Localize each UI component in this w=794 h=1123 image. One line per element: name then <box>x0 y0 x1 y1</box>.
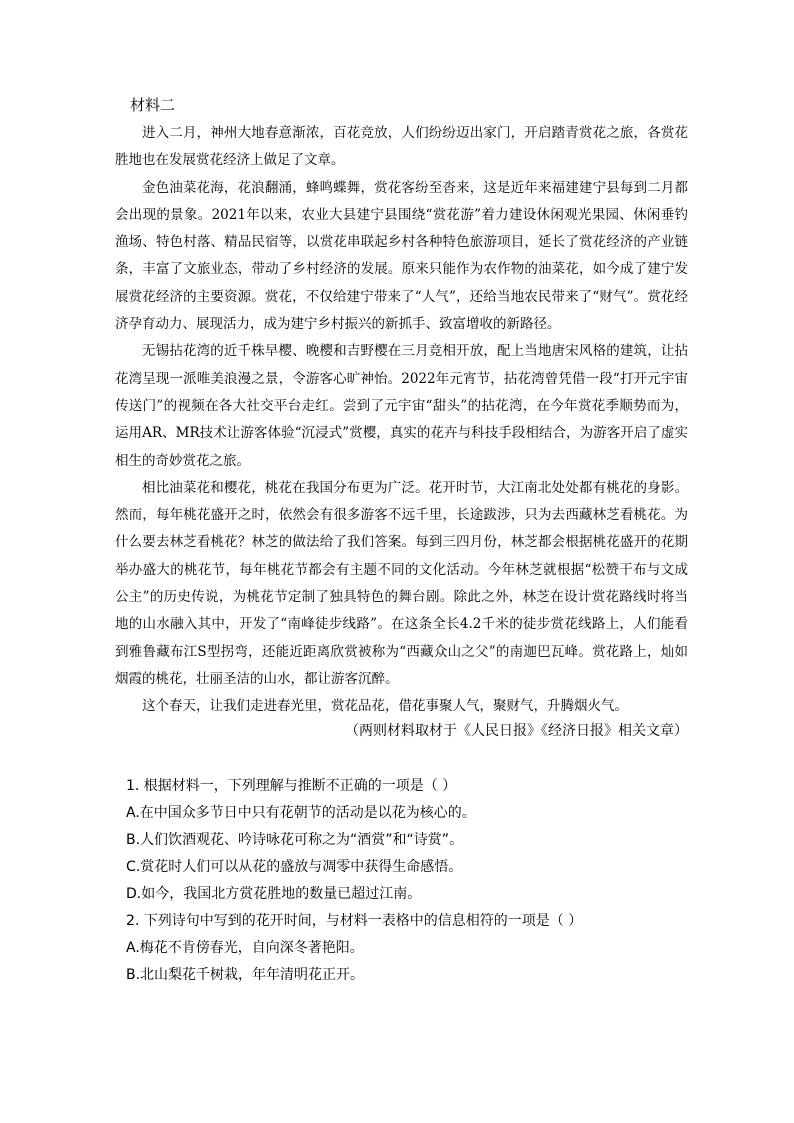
paragraph-intro: 进入二月，神州大地春意渐浓，百花竞放，人们纷纷迈出家门，开启踏青赏花之旅，各赏花胜地也在发展赏花经济上做足了文章。 <box>115 125 688 169</box>
question-2-stem: 2. 下列诗句中写到的花开时间，与材料一表格中的信息相符的一项是（ ） <box>126 913 583 929</box>
question-1-option-d: D.如今，我国北方赏花胜地的数量已超过江南。 <box>126 886 422 902</box>
material-heading: 材料二 <box>130 96 176 114</box>
question-1-option-a: A.在中国众多节日中只有花朝节的活动是以花为核心的。 <box>126 805 476 821</box>
paragraph-linzhi: 相比油菜花和樱花，桃花在我国分布更为广泛。花开时节，大江南北处处都有桃花的身影。然而，每年桃花盛开之时，依然会有很多游客不远千里，长途跋涉，只为去西藏林芝看桃花。为什么要去林芝看桃花？林芝的做法给了我们答案。每到三四月份，林芝都会根据桃花盛开的花期举办盛大的桃花节，每年桃花节都会有主题不同的文化活动。今年林芝就根据“松赞干布与文成公主”的历史传说，为桃花节定制了独具特色的舞台剧。除此之外，林芝在设计赏花路线时将当地的山水融入其中，开发了“南峰徒步线路”。在这条全长4.2千米的徒步赏花线路上，人们能看到雅鲁藏布江S型拐弯，还能近距离欣赏被称为“西藏众山之父”的南迦巴瓦峰。赏花路上，灿如烟霞的桃花，壮丽圣洁的山水，都让游客沉醉。 <box>115 479 688 687</box>
question-1-option-b: B.人们饮酒观花、吟诗咏花可称之为“酒赏”和“诗赏”。 <box>126 832 464 848</box>
paragraph-wuxi: 无锡拈花湾的近千株早樱、晚樱和吉野樱在三月竞相开放，配上当地唐宋风格的建筑，让拈花湾呈现一派唯美浪漫之景，令游客心旷神怡。2022年元宵节，拈花湾曾凭借一段“打开元宇宙传送门”的视频在各大社交平台走红。尝到了元宇宙“甜头”的拈花湾，在今年赏花季顺势而为，运用AR、MR技术让游客体验“沉浸式”赏樱，真实的花卉与科技手段相结合，为游客开启了虚实相生的奇妙赏花之旅。 <box>115 343 688 469</box>
question-2-option-a: A.梅花不肯傍春光，自向深冬著艳阳。 <box>126 940 364 956</box>
question-1-option-c: C.赏花时人们可以从花的盛放与凋零中获得生命感悟。 <box>126 859 463 875</box>
article-body <box>115 120 688 721</box>
source-note: （两则材料取材于《人民日报》《经济日报》相关文章） <box>345 723 688 739</box>
paragraph-jianning: 金色油菜花海，花浪翻涌，蜂鸣蝶舞，赏花客纷至沓来，这是近年来福建建宁县每到二月都会出现的景象。2021年以来，农业大县建宁县围绕“赏花游”着力建设休闲观光果园、休闲垂钓渔场、特色村落、精品民宿等，以赏花串联起乡村各种特色旅游项目，延长了赏花经济的产业链条，丰富了文旅业态，带动了乡村经济的发展。原来只能作为农作物的油菜花，如今成了建宁发展赏花经济的主要资源。赏花，不仅给建宁带来了“人气”，还给当地农民带来了“财气”。赏花经济孕育动力、展现活力，成为建宁乡村振兴的新抓手、致富增收的新路径。 <box>115 179 688 333</box>
question-1-stem: 1. 根据材料一，下列理解与推断不正确的一项是（ ） <box>126 778 457 794</box>
questions-section <box>126 773 686 989</box>
paragraph-conclusion: 这个春天，让我们走进春光里，赏花品花，借花事聚人气，聚财气，升腾烟火气。 <box>142 698 628 715</box>
question-2-option-b: B.北山梨花千树栽，年年清明花正开。 <box>126 967 365 983</box>
